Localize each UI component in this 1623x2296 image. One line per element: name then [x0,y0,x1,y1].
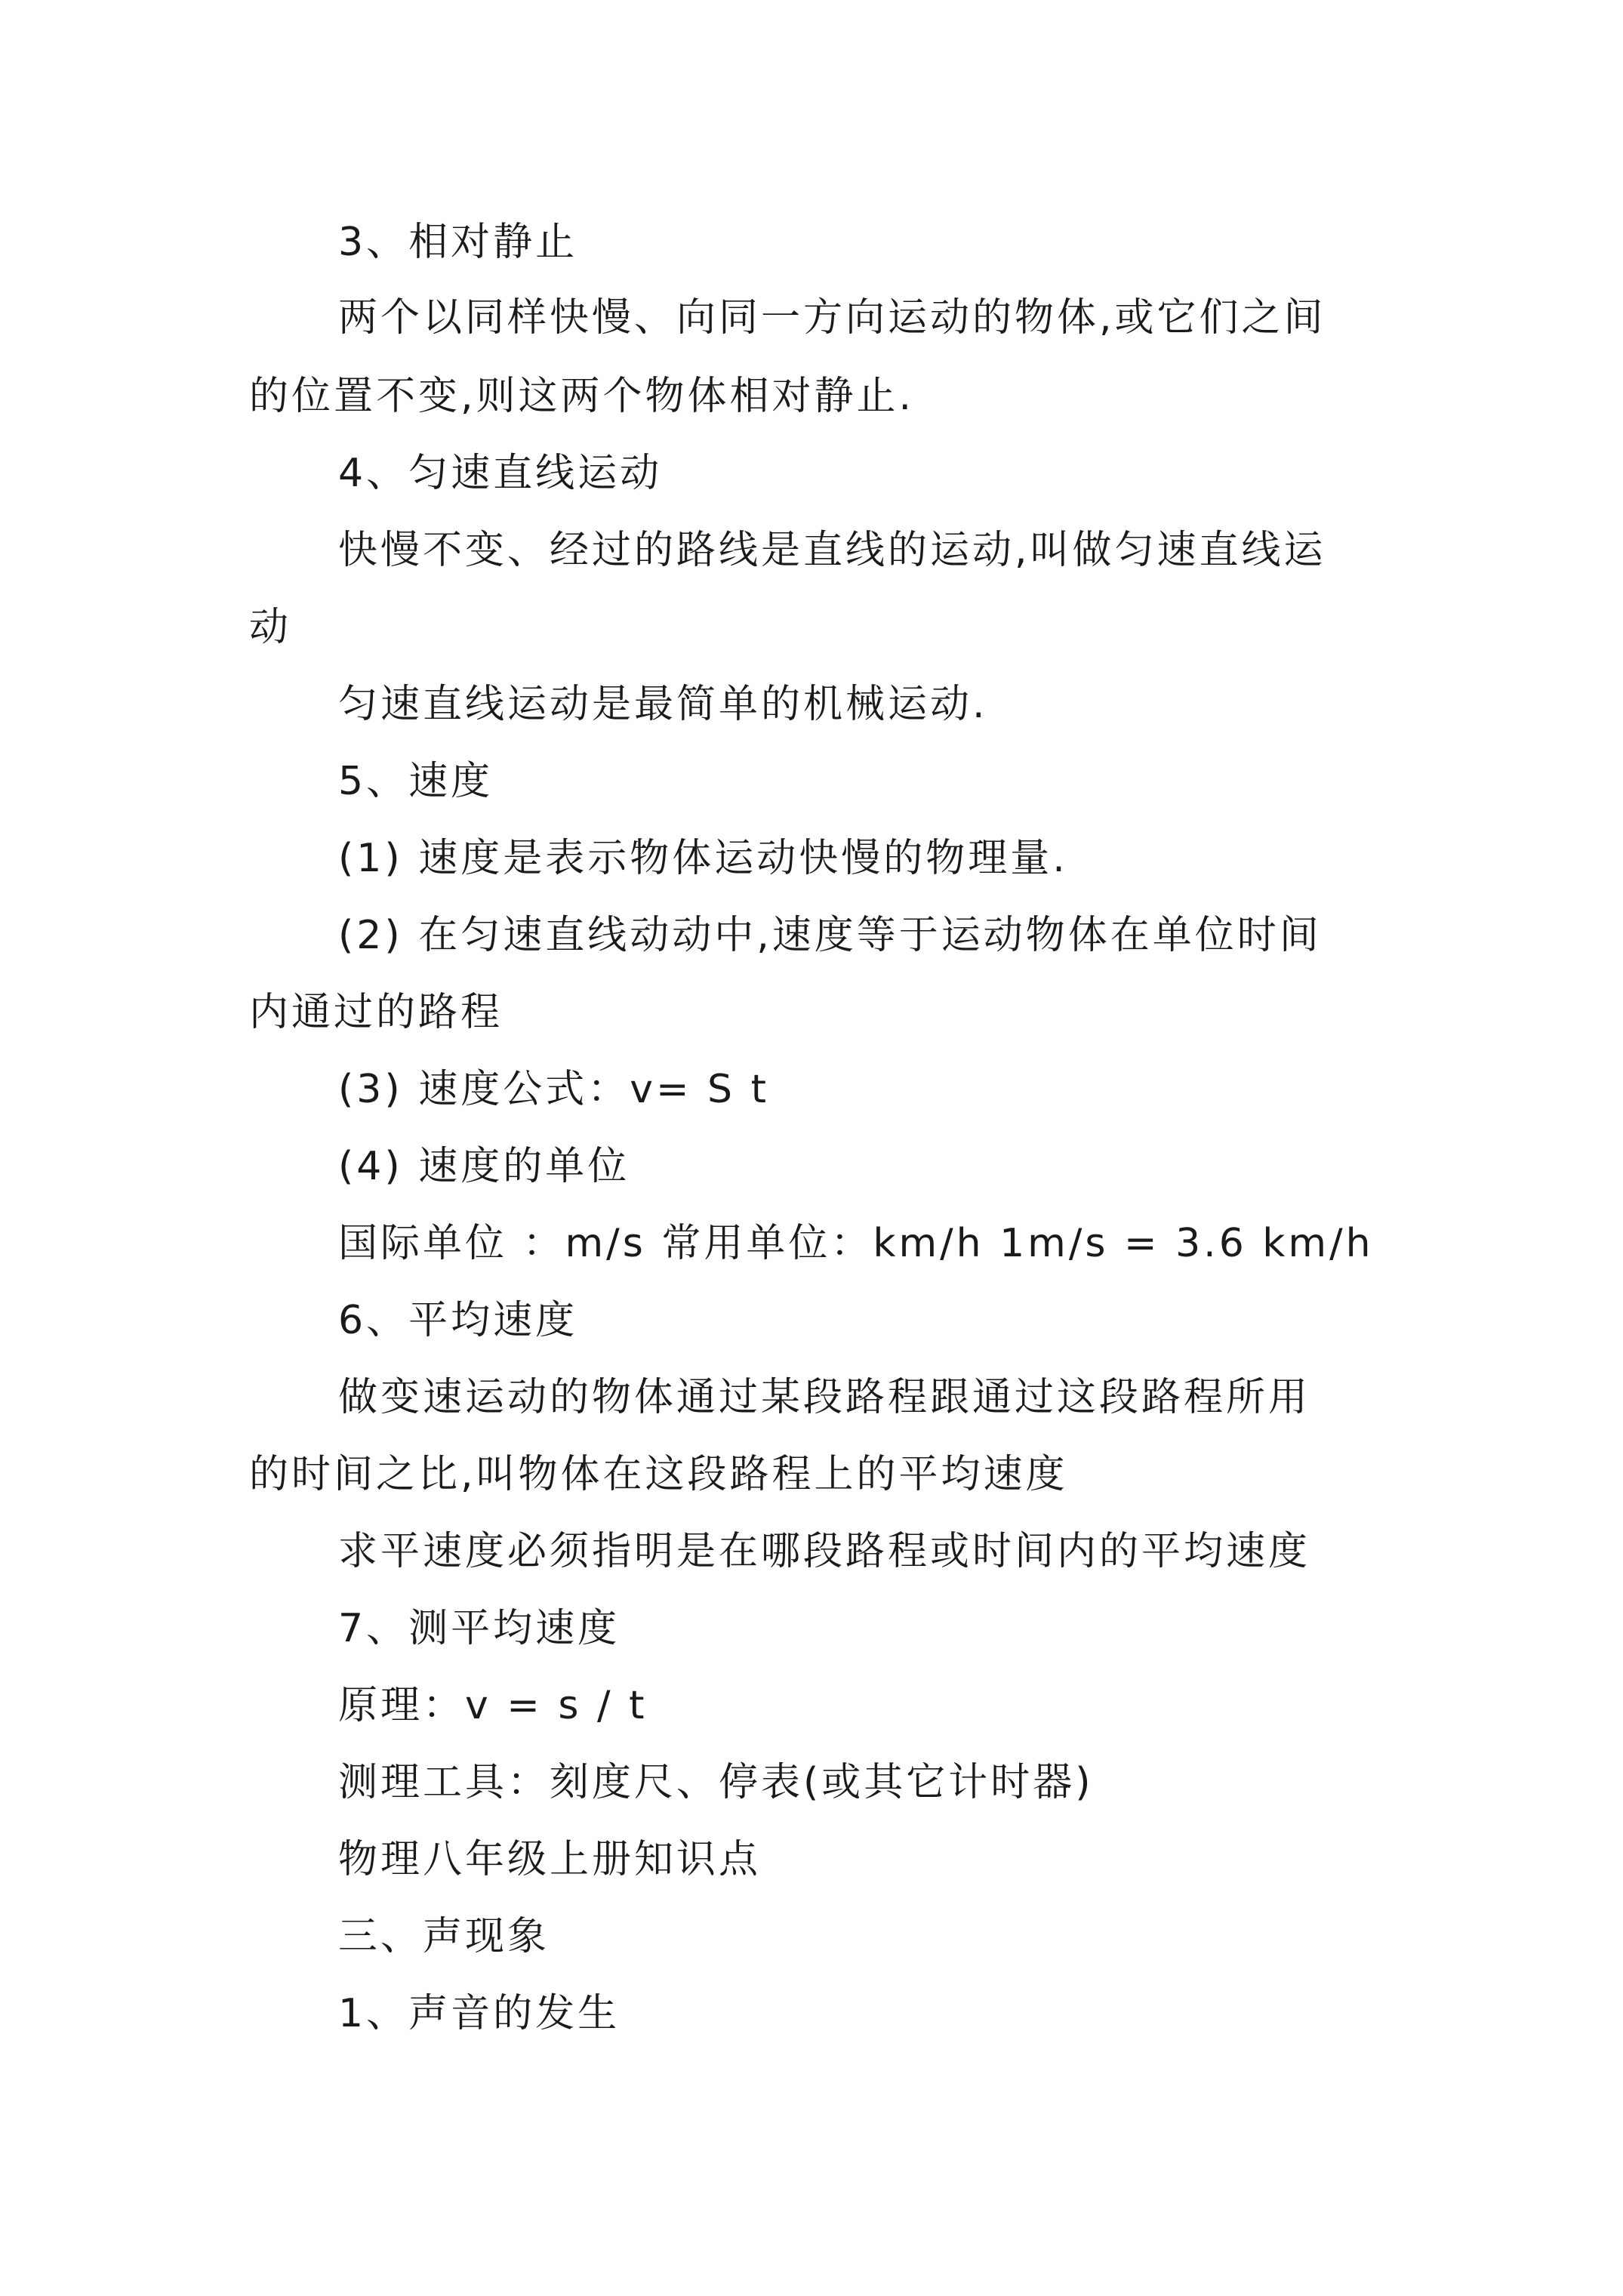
paragraph-line: 的位置不变,则这两个物体相对静止. [249,374,915,419]
section-title: 物理八年级上册知识点 [338,1837,762,1882]
paragraph-line: 的时间之比,叫物体在这段路程上的平均速度 [249,1452,1068,1497]
paragraph-line: 国际单位 ：m/s 常用单位：km/h 1m/s = 3.6 km/h [338,1221,1374,1266]
list-item: (3) 速度公式：v= S t [338,1067,769,1112]
paragraph-line: 做变速运动的物体通过某段路程跟通过这段路程所用 [338,1375,1311,1420]
paragraph-line: 动 [249,605,292,650]
paragraph-line: 求平速度必须指明是在哪段路程或时间内的平均速度 [338,1529,1311,1574]
list-item: (4) 速度的单位 [338,1144,630,1189]
paragraph-line: 快慢不变、经过的路线是直线的运动,叫做匀速直线运 [338,528,1326,573]
list-item: (2) 在匀速直线动动中,速度等于运动物体在单位时间 [338,913,1322,958]
heading-sound-generation: 1、声音的发生 [338,1991,621,2036]
heading-relative-rest: 3、相对静止 [338,220,578,265]
heading-measure-average-speed: 7、测平均速度 [338,1606,621,1651]
heading-sound: 三、声现象 [338,1914,550,1959]
paragraph-line: 原理：v = s / t [338,1683,648,1728]
paragraph-line: 测理工具：刻度尺、停表(或其它计时器) [338,1760,1094,1805]
list-item: (1) 速度是表示物体运动快慢的物理量. [338,836,1068,881]
paragraph-line: 匀速直线运动是最简单的机械运动. [338,682,988,727]
paragraph-line: 两个以同样快慢、向同一方向运动的物体,或它们之间 [338,295,1326,341]
paragraph-line: 内通过的路程 [249,990,504,1035]
heading-speed: 5、速度 [338,759,494,804]
heading-uniform-motion: 4、匀速直线运动 [338,451,663,496]
heading-average-speed: 6、平均速度 [338,1298,578,1343]
